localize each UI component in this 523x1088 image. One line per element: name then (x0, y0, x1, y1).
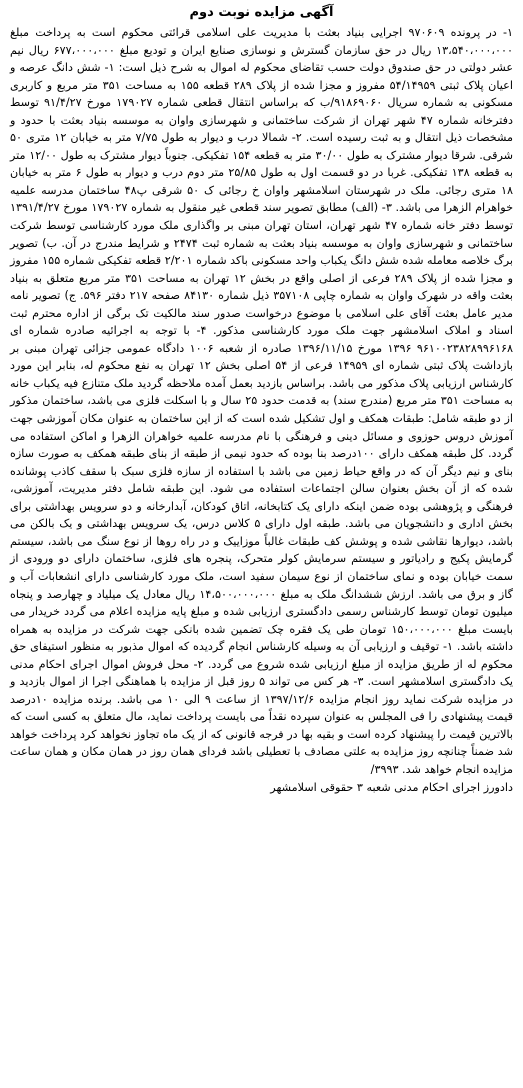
notice-title: آگهی مزایده نوبت دوم (189, 5, 334, 20)
notice-signature: دادورز اجرای احکام مدنی شعبه ۳ حقوقی اسلامشهر (270, 780, 513, 794)
notice-paragraph: ۱- در پرونده ۹۷۰۶۰۹ اجرایی بنیاد بعثت با مدیریت علی اسلامی قرائتی محکوم است به پرداخت مبلغ ۱۳،۵۴۰،۰۰۰،۰۰۰ ریال در حق سازمان گسترش و نوسازی صنایع ایران و تودیع مبلغ ۶۷۷،۰۰۰،۰۰۰ ریال نیم عشر دولتی در حق صندوق دولت حسب تقاضای محکوم له اموال به شرح ذیل است: ۱- شش دانگ عرصه و اعیان پلاک ثبتی ۵۴/۱۴۹۵۹ مفروز و مجزا شده از پلاک ۲۸۹ قطعه ۱۵۵ به مساحت ۳۵۱ متر مربع و کاربری مسکونی به شماره سریال ۹۱۸۶۹۰۶۰/ب که براساس انتقال قطعی شماره ۱۷۹۰۲۷ مورخ ۹۱/۴/۲۷ توسط دفترخانه شماره ۴۷ شهر تهران از شرکت ساختمانی و شهرسازی واوان به موسسه بنیاد بعثت با حدود و مشخصات ذیل انتقال و به ثبت رسیده است. ۲- شمالا درب و دیوار به طول ۷/۷۵ متر به خیابان ۱۲ متری ۵۰ شرقی. شرقا دیوار مشترک به طول ۳۰/۰۰ متر به قطعه ۱۵۴ تفکیکی. جنوباً دیوار مشترک به طول ۱۲/۰۰ متر به قطعه ۱۳۸ تفکیکی. غربا در دو قسمت اول به طول ۲۵/۸۵ متر دوم درب و دیوار به طول ۶ متر به خیابان ۱۸ متری رجائی. ملک در شهرستان اسلامشهر واوان خ رجائی ک ۵۰ شرقی پ۴۸ ساختمان مدرسه علمیه خواهرام الزهرا می باشد. ۳- (الف) مطابق تصویر سند قطعی غیر منقول به شماره ۱۷۹۰۲۷ مورخ ۱۳۹۱/۴/۲۷ توسط دفتر خانه شماره ۴۷ شهر تهران، استان تهران مبنی بر واگذاری ملک مورد کارشناسی توسط شرکت ساختمانی و شهرسازی واوان به موسسه بنیاد بعثت به شماره ثبت ۲۴۷۴ و شرایط مندرج در آن. ب) تصویر برگ خلاصه معامله شده شش دانگ یکباب واحد مسکونی باکد شماره ۲/۲۰۱ قطعه تفکیکی شماره ۱۵۵ مفروز و مجزا شده از پلاک ۲۸۹ فرعی از اصلی واقع در بخش ۱۲ تهران به مساحت ۳۵۱ متر مربع متعلق به بنیاد بعثت واقه در شهرک واوان به شماره چاپی ۳۵۷۱۰۸ ذیل شماره ۸۴۱۳۰ صفحه ۲۱۷ دفتر ۵۹۶. ج) تصویر نامه مدیر عامل بعثت آقای علی اسلامی با موضوع درخواست صدور سند مالکیت تک برگی از اداره محترم ثبت اسناد و املاک اسلامشهر جهت ملک مورد کارشناسی مذکور. ۴- با توجه به اجرائیه صادره شماره ای ۹۶۱۰۰۲۳۸۲۸۹۹۶۱۶۸ ۱۳۹۶ مورخ ۱۳۹۶/۱۱/۱۵ صادره از شعبه ۱۰۰۶ دادگاه عمومی جزائی تهران مبنی بر بازداشت پلاک ثبتی شماره ای ۱۴۹۵۹ فرعی از ۵۴ اصلی بخش ۱۲ تهران به نفع محکوم له، بنابر این مورد کارشناس ارزیابی پلاک مذکور می باشد. براساس بازدید بعمل آمده ملاحظه گردید ملک متنازع فیه یکباب خانه به مساحت ۳۵۱ متر مربع (مندرج سند) به قدمت حدود ۲۵ سال و با اسکلت فلزی می باشد، ساختمان مذکور از دو طبقه شامل: طبقات همکف و اول تشکیل شده است که از این ساختمان به عنوان مکان آموزشی جهت آموزش دروس حوزوی و مسائل دینی و فرهنگی با نام مدرسه علمیه خواهران الزهرا و اماکن استفاده می گردد. کل طبقه همکف دارای ۱۰۰درصد بنا بوده که حدود نیمی از طبقه از بنای طبقه همکف به صورت سازه بنای و نیم دیگر آن که در واقع حیاط زمین می باشد با استفاده از سازه فلزی سبک با سقف کاذب پوشانده شده که از آن بخش بعنوان سالن اجتماعات استفاده می شود. این طبقه شامل دفتر مدیریت، آموزشی، فرهنگی و پژوهشی بوده ضمن اینکه دارای یک کتابخانه، اتاق کودکان، آبدارخانه و دو سرویس بهداشتی برای بخش اداری و دانشجویان می باشد. طبقه اول دارای ۵ کلاس درس، یک سرویس بهداشتی و یک بالکن می باشد، دیوارها نقاشی شده و پوشش کف طبقات غالباً موزاییک و در راه روها از نوع سنگ می باشد، سیستم گرمایش پکیج و رادیاتور و سیستم سرمایش کولر متحرک، پنجره های فلزی، ساختمان دارای دو ورودی از سمت خیابان بوده و نمای ساختمان از نوع سیمان سفید است، ملک مورد کارشناسی دارای انشعابات آب و گاز و برق می باشد. ارزش ششدانگ ملک به مبلغ ۱۴،۵۰۰،۰۰۰،۰۰۰ ریال معادل یک میلیاد و چهارصد و پنجاه میلیون تومان توسط کارشناس رسمی دادگستری ارزیابی شده و مبلغ پایه مزایده اعلام می گردد خریدار می بایست مبلغ ۱۵۰،۰۰۰،۰۰۰ تومان طی یک فقره چک تضمین شده بانکی جهت شرکت در مزایده به همراه داشته باشد. ۱- توقیف و ارزیابی آن به وسیله کارشناس انجام گردیده که اموال مذبور به منظور استیفای حق محکوم له از طریق مزایده از مبلغ ارزیابی شده شروع می گردد. ۲- محل فروش اموال اجرای احکام مدنی یک دادگستری اسلامشهر است. ۳- هر کس می تواند ۵ روز قبل از مزایده با هماهنگی اجرا از اموال بازدید و در مزایده شرکت نماید روز انجام مزایده ۱۳۹۷/۱۲/۶ از ساعت ۹ الی ۱۰ می باشد. برنده مزایده ۱۰درصد قیمت پیشنهادی را فی المجلس به عنوان سپرده نقداً می بایست پرداخت نماید، مال متعلق به کسی است که بالاترین قیمت را پیشنهاد کرده است و بقیه بها در فرجه قانونی که از یک ماه تجاوز نخواهد کرد پرداخت خواهد شد ضمناً چنانچه روز مزایده به علتی مصادف با تعطیلی باشد فردای همان روز در همان مکان و همان ساعت مزایده انجام خواهد شد. ۳۹۹۳/ (9, 26, 514, 776)
notice-body (10, 24, 513, 779)
